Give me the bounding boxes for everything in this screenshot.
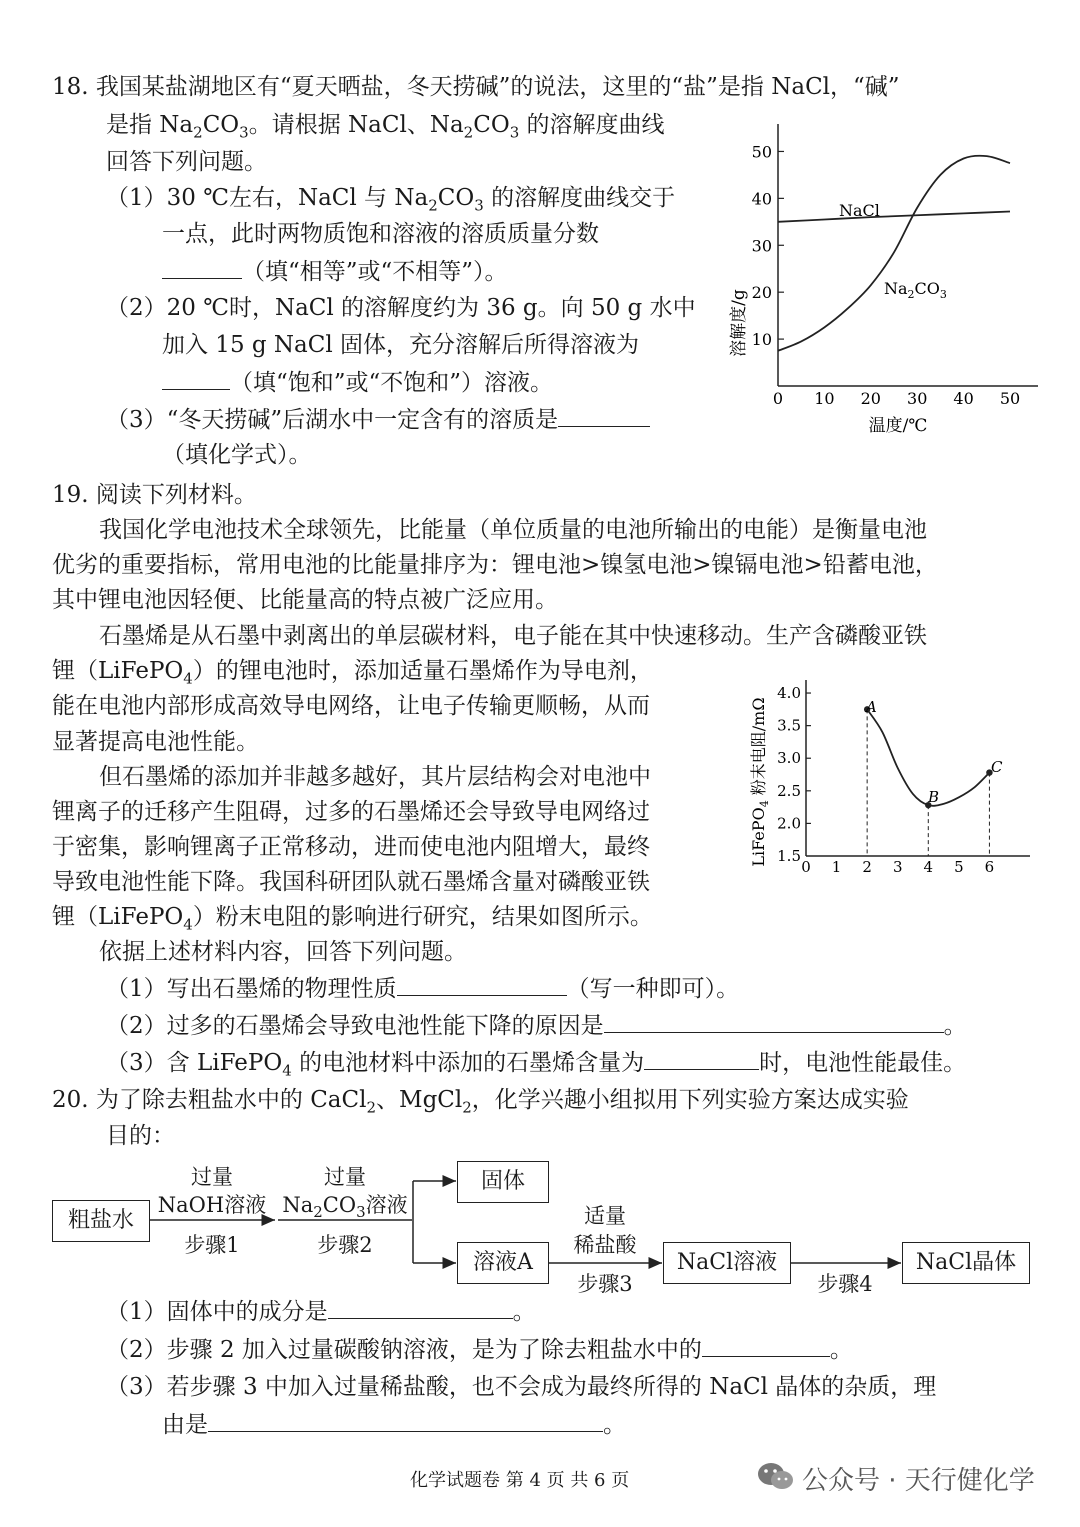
- chart2-x-tick-label: 0: [801, 858, 811, 876]
- chart1-y-tick-label: 20: [751, 283, 772, 303]
- q18-part1-c: （填“相等”或“不相等”）。: [162, 256, 508, 287]
- answer-blank-19-2[interactable]: [604, 1010, 944, 1033]
- point-b-label: B: [928, 788, 940, 806]
- answer-blank-20-1[interactable]: [328, 1296, 513, 1319]
- q18-part2-c: （填“饱和”或“不饱和”）溶液。: [162, 367, 553, 398]
- q20-line1: 20. 为了除去粗盐水中的 CaCl$_2$、MgCl$_2$，化学兴趣小组拟用下列实验方案达成实验: [52, 1087, 909, 1117]
- watermark: 公众号 · 天行健化学: [802, 1466, 1035, 1496]
- q20-part3-a: （3）若步骤 3 中加入过量稀盐酸，也不会成为最终所得的 NaCl 晶体的杂质，理: [106, 1374, 937, 1400]
- chart1-ylabel: 溶解度/g: [729, 289, 749, 357]
- q19-para2-c: 能在电池内部形成高效导电网络，让电子传输更顺畅，从而: [52, 693, 650, 719]
- q19-part2: （2）过多的石墨烯会导致电池性能下降的原因是 。: [106, 1010, 967, 1041]
- chart2-y-tick-label: 1.5: [777, 847, 801, 865]
- nacl-crystal-box: NaCl晶体: [902, 1242, 1030, 1284]
- chart1-y-tick-label: 40: [751, 189, 772, 209]
- chart1-y-tick-label: 10: [751, 330, 772, 350]
- chart2-x-tick-label: 5: [954, 858, 964, 876]
- point-a-label: A: [866, 698, 877, 716]
- page-footer: 化学试题卷 第 4 页 共 6 页: [410, 1470, 630, 1491]
- q20-part2: （2）步骤 2 加入过量碳酸钠溶液，是为了除去粗盐水中的 。: [106, 1334, 853, 1365]
- q18-part2-a: （2）20 ℃时，NaCl 的溶解度约为 36 g。向 50 g 水中: [106, 295, 696, 321]
- q19-para3-a: 但石墨烯的添加并非越多越好，其片层结构会对电池中: [99, 764, 651, 790]
- step2-label: 步骤2: [317, 1233, 373, 1257]
- chart1-xlabel: 温度/℃: [868, 416, 928, 436]
- answer-blank-20-3[interactable]: [208, 1409, 603, 1432]
- answer-blank-19-3[interactable]: [644, 1047, 759, 1070]
- q19-para3-e: 锂（LiFePO$_4$）粉末电阻的影响进行研究，结果如图所示。: [52, 904, 653, 934]
- q19-para1-b: 优劣的重要指标，常用电池的比能量排序为：锂电池>镍氢电池>镍镉电池>铅蓄电池，: [52, 552, 938, 578]
- chart2-y-tick-label: 4.0: [777, 684, 801, 703]
- chart1-x-tick-label: 50: [999, 389, 1021, 408]
- chart1-na2co3-label: $Na_2CO_3$: [884, 279, 947, 301]
- chart2-x-tick-label: 2: [862, 858, 872, 876]
- chart1-x-tick-label: 30: [907, 389, 928, 408]
- q18-line1: 18. 我国某盐湖地区有“夏天晒盐，冬天捞碱”的说法，这里的“盐”是指 NaCl，“碱”: [52, 74, 900, 100]
- chart2-y-tick-label: 3.0: [777, 749, 801, 768]
- q19-part3: （3）含 LiFePO$_4$ 的电池材料中添加的石墨烯含量为 时，电池性能最佳。: [106, 1047, 966, 1086]
- q19-title: 19. 阅读下列材料。: [52, 482, 257, 508]
- chart2-x-tick-label: 6: [984, 858, 995, 876]
- answer-blank-20-2[interactable]: [702, 1334, 830, 1357]
- q19-para2-d: 显著提高电池性能。: [52, 729, 259, 755]
- solution-a-box: 溶液A: [457, 1242, 549, 1284]
- step3-reagent-amount: 适量: [584, 1204, 626, 1228]
- q18-part3-a: （3）“冬天捞碱”后湖水中一定含有的溶质是: [106, 404, 650, 435]
- series-na2co3-curve: [778, 156, 1010, 351]
- q19-para2-a: 石墨烯是从石墨中剥离出的单层碳材料，电子能在其中快速移动。生产含磷酸亚铁: [99, 623, 927, 649]
- chart2-y-tick-label: 2.5: [777, 781, 801, 800]
- chart1-x-tick-label: 40: [953, 389, 974, 408]
- q19-para4: 依据上述材料内容，回答下列问题。: [99, 939, 467, 965]
- crude-salt-water-box: 粗盐水: [52, 1200, 150, 1242]
- chart2-x-tick-label: 3: [892, 858, 903, 876]
- step2-reagent: $Na_2CO_3$溶液: [282, 1193, 408, 1222]
- q20-line2: 目的：: [106, 1123, 175, 1149]
- chart2-x-tick-label: 4: [923, 858, 934, 876]
- chart1-x-tick-label: 0: [772, 389, 784, 408]
- chart2-y-tick-label: 2.0: [777, 814, 801, 833]
- answer-blank-19-1[interactable]: [397, 973, 567, 996]
- q18-part3-b: （填化学式）。: [162, 442, 312, 468]
- chart1-y-tick-label: 50: [751, 142, 772, 162]
- q19-para3-d: 导致电池性能下降。我国科研团队就石墨烯含量对磷酸亚铁: [52, 869, 650, 895]
- point-c-label: C: [991, 758, 1003, 776]
- series-nacl-curve: [778, 211, 1010, 221]
- q19-para3-b: 锂离子的迁移产生阻碍，过多的石墨烯还会导致导电网络过: [52, 799, 650, 825]
- q19-part1: （1）写出石墨烯的物理性质 （写一种即可）。: [106, 973, 739, 1004]
- answer-blank-18-1[interactable]: [162, 256, 242, 279]
- step1-reagent-amount: 过量: [191, 1165, 233, 1189]
- q20-part1: （1）固体中的成分是 。: [106, 1296, 536, 1327]
- q20-part3-b: 由是 。: [162, 1409, 626, 1440]
- q18-line2: 是指 $Na_2CO_3$。请根据 NaCl、$Na_2CO_3$ 的溶解度曲线: [106, 112, 665, 142]
- chart1-x-tick-label: 20: [860, 389, 881, 408]
- chart1-x-tick-label: 10: [814, 389, 835, 408]
- q19-para2-b: 锂（LiFePO$_4$）的锂电池时，添加适量石墨烯作为导电剂，: [52, 658, 653, 688]
- q18-line3: 回答下列问题。: [106, 149, 267, 175]
- step2-reagent-amount: 过量: [324, 1165, 366, 1189]
- step3-reagent: 稀盐酸: [573, 1233, 637, 1257]
- solid-box: 固体: [457, 1161, 549, 1203]
- wechat-icon: [756, 1460, 796, 1494]
- chart1-y-tick-label: 30: [751, 236, 772, 256]
- step1-label: 步骤1: [184, 1233, 240, 1257]
- chart1-nacl-label: NaCl: [839, 201, 880, 220]
- step4-label: 步骤4: [817, 1272, 873, 1296]
- chart2-y-tick-label: 3.5: [777, 716, 801, 735]
- q18-part1-b: 一点，此时两物质饱和溶液的溶质质量分数: [162, 221, 599, 247]
- q19-para1-a: 我国化学电池技术全球领先，比能量（单位质量的电池所输出的电能）是衡量电池: [99, 517, 927, 543]
- step3-label: 步骤3: [577, 1272, 633, 1296]
- q18-part2-b: 加入 15 g NaCl 固体，充分溶解后所得溶液为: [162, 332, 640, 358]
- chart2-x-tick-label: 1: [831, 858, 842, 876]
- solubility-chart: [720, 118, 1060, 440]
- step1-reagent: NaOH溶液: [157, 1193, 267, 1217]
- answer-blank-18-3[interactable]: [558, 404, 650, 427]
- resistance-chart: [736, 672, 1036, 884]
- answer-blank-18-2[interactable]: [162, 367, 230, 390]
- chart2-ylabel: LiFePO$_4$ 粉末电阻/mΩ: [749, 697, 771, 867]
- q19-para3-c: 于密集，影响锂离子正常移动，进而使电池内阻增大，最终: [52, 834, 650, 860]
- q19-para1-c: 其中锂电池因轻便、比能量高的特点被广泛应用。: [52, 587, 558, 613]
- nacl-solution-box: NaCl溶液: [663, 1242, 791, 1284]
- q18-part1-a: （1）30 ℃左右，NaCl 与 $Na_2CO_3$ 的溶解度曲线交于: [106, 185, 676, 215]
